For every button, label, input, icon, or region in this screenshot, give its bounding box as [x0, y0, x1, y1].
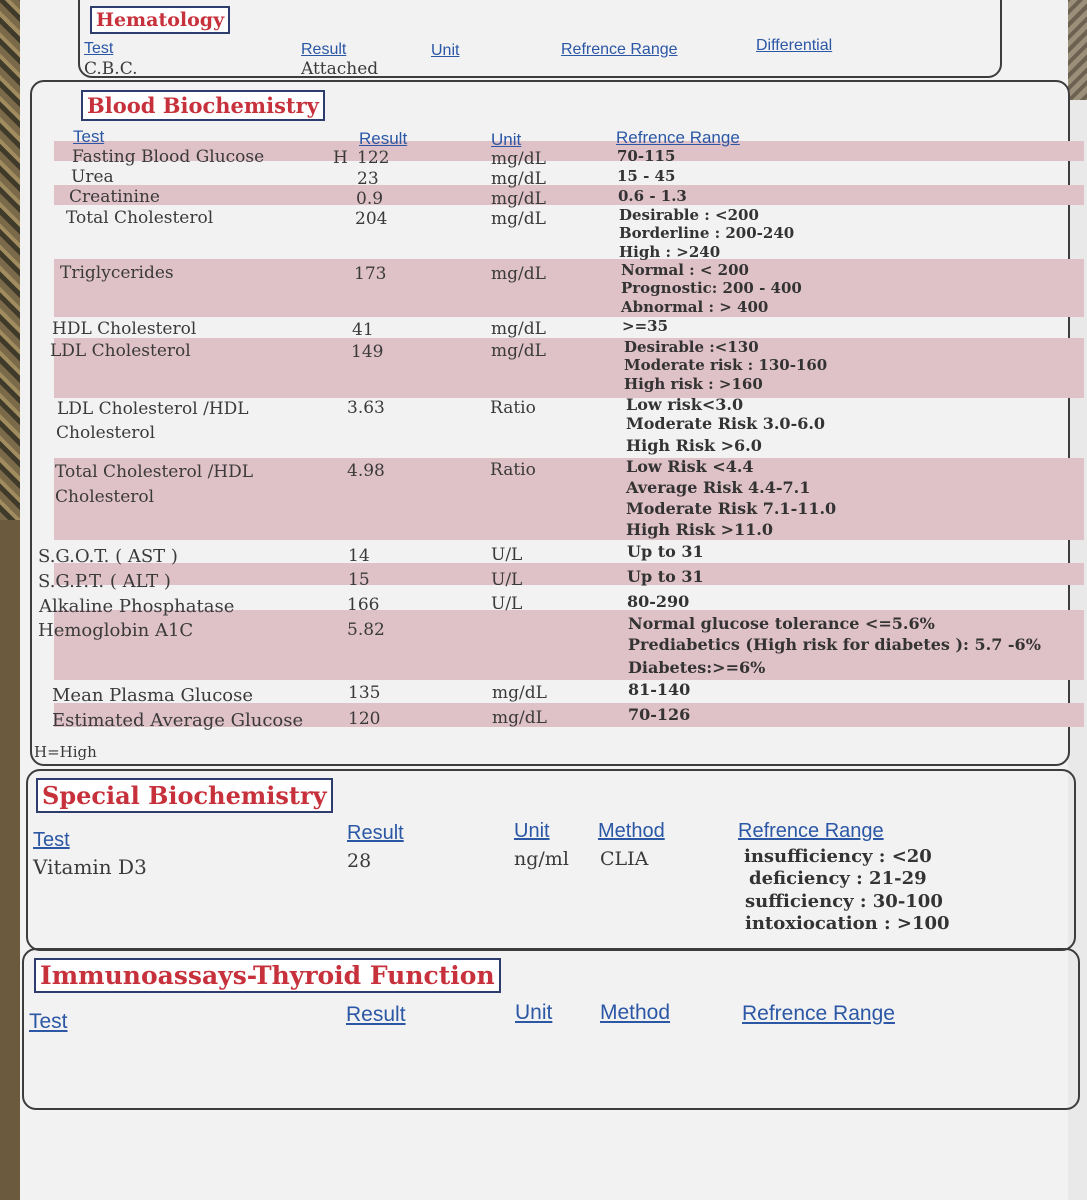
test-name: LDL Cholesterol	[50, 341, 191, 361]
vitamin-d3-unit: ng/ml	[514, 848, 569, 870]
test-unit: mg/dL	[491, 169, 546, 189]
test-result: 173	[354, 264, 387, 284]
reference-range: deficiency : 21-29	[749, 868, 927, 889]
test-unit: mg/dL	[491, 264, 546, 284]
test-name: S.G.O.T. ( AST )	[38, 546, 178, 567]
test-name: HDL Cholesterol	[52, 319, 197, 339]
thyroid-header-result: Result	[346, 1003, 406, 1026]
reference-range: High Risk >6.0	[626, 436, 762, 455]
test-unit: Ratio	[490, 398, 536, 418]
reference-range: Moderate Risk 7.1-11.0	[626, 499, 837, 518]
test-unit: mg/dL	[491, 209, 546, 229]
test-unit: Ratio	[490, 460, 536, 480]
test-result: 135	[348, 683, 381, 703]
reference-range: insufficiency : <20	[744, 846, 932, 867]
test-unit: mg/dL	[491, 319, 546, 339]
vitamin-d3-result: 28	[347, 850, 372, 872]
test-name: Hemoglobin A1C	[38, 620, 194, 641]
test-result: 5.82	[347, 620, 385, 640]
special-header-unit: Unit	[514, 820, 550, 842]
test-result: 23	[357, 169, 379, 189]
test-name: Triglycerides	[60, 263, 174, 283]
reference-range: intoxiocation : >100	[745, 913, 950, 934]
reference-range: High : >240	[619, 243, 721, 261]
reference-range: Average Risk 4.4-7.1	[626, 478, 811, 497]
test-name: LDL Cholesterol /HDL	[57, 399, 249, 419]
test-unit: U/L	[491, 594, 523, 614]
reference-range: >=35	[622, 317, 669, 335]
reference-range: Desirable : <200	[619, 206, 759, 224]
thyroid-header-test: Test	[29, 1010, 68, 1033]
thyroid-header-range: Refrence Range	[742, 1002, 895, 1025]
hematology-header-differential: Differential	[756, 37, 833, 54]
reference-range: Normal : < 200	[621, 261, 749, 279]
biochem-header-test: Test	[73, 127, 105, 146]
high-flag: H	[333, 148, 348, 168]
test-result: 166	[347, 595, 380, 615]
special-header-result: Result	[347, 822, 404, 844]
reference-range: 70-126	[628, 705, 691, 724]
hematology-title: Hematology	[90, 6, 230, 34]
reference-range: Low risk<3.0	[626, 395, 744, 414]
reference-range: Up to 31	[627, 542, 704, 561]
test-result: 122	[357, 148, 390, 168]
hematology-result-cbc: Attached	[301, 59, 379, 79]
test-result: 14	[348, 546, 370, 566]
test-result: 4.98	[347, 461, 385, 481]
special-biochemistry-title: Special Biochemistry	[36, 778, 333, 813]
lab-report-sheet	[20, 0, 1068, 1200]
reference-range: Desirable :<130	[624, 338, 759, 356]
blood-biochemistry-title: Blood Biochemistry	[81, 90, 325, 121]
reference-range: Low Risk <4.4	[626, 457, 754, 476]
reference-range: 0.6 - 1.3	[618, 187, 687, 205]
hematology-header-test: Test	[84, 40, 114, 57]
hematology-test-cbc: C.B.C.	[84, 59, 138, 79]
reference-range: 81-140	[628, 680, 691, 699]
footnote-high: H=High	[34, 743, 97, 761]
test-result: 204	[355, 209, 388, 229]
test-result: 41	[352, 320, 374, 340]
test-name: Estimated Average Glucose	[52, 710, 304, 731]
hematology-header-range: Refrence Range	[561, 41, 678, 58]
reference-range: 80-290	[627, 592, 690, 611]
test-name: Urea	[71, 167, 114, 187]
reference-range: Borderline : 200-240	[619, 224, 795, 242]
vitamin-d3-test: Vitamin D3	[33, 855, 147, 879]
row-band	[54, 259, 1084, 317]
test-result: 120	[348, 709, 381, 729]
reference-range: Moderate risk : 130-160	[624, 356, 828, 374]
test-unit: mg/dL	[492, 708, 547, 728]
hematology-header-unit: Unit	[431, 42, 460, 59]
biochem-header-result: Result	[359, 129, 408, 148]
vitamin-d3-method: CLIA	[600, 848, 649, 870]
reference-range: Abnormal : > 400	[621, 298, 769, 316]
reference-range: High risk : >160	[624, 375, 763, 393]
test-name: Fasting Blood Glucose	[72, 147, 265, 167]
reference-range: Diabetes:>=6%	[628, 658, 766, 677]
reference-range: High Risk >11.0	[626, 520, 773, 539]
test-name: Creatinine	[69, 187, 160, 207]
test-result: 15	[348, 570, 370, 590]
row-band	[54, 338, 1084, 398]
test-unit: U/L	[491, 570, 523, 590]
test-result: 149	[351, 342, 384, 362]
row-band	[54, 185, 1084, 205]
reference-range: Prognostic: 200 - 400	[621, 279, 802, 297]
test-unit: U/L	[491, 545, 523, 565]
biochem-header-unit: Unit	[491, 130, 522, 149]
special-header-test: Test	[33, 829, 70, 851]
hematology-header-result: Result	[301, 41, 347, 58]
reference-range: 70-115	[617, 147, 676, 165]
test-result: 0.9	[356, 189, 384, 209]
row-band	[54, 563, 1084, 585]
test-name: Alkaline Phosphatase	[39, 596, 235, 617]
test-unit: mg/dL	[491, 341, 546, 361]
test-result: 3.63	[347, 398, 385, 418]
test-name-cont: Cholesterol	[55, 487, 155, 507]
test-name: Total Cholesterol	[66, 208, 214, 228]
thyroid-header-unit: Unit	[515, 1001, 553, 1024]
reference-range: Moderate Risk 3.0-6.0	[626, 414, 826, 433]
special-header-range: Refrence Range	[738, 820, 884, 842]
thyroid-title: Immunoassays-Thyroid Function	[34, 958, 501, 993]
reference-range: Prediabetics (High risk for diabetes ): 5.7 -6%	[628, 635, 1041, 654]
reference-range: sufficiency : 30-100	[745, 891, 943, 912]
biochem-header-range: Refrence Range	[616, 128, 740, 147]
test-unit: mg/dL	[491, 189, 546, 209]
thyroid-header-method: Method	[600, 1001, 671, 1024]
reference-range: Normal glucose tolerance <=5.6%	[628, 614, 935, 633]
test-unit: mg/dL	[492, 683, 547, 703]
reference-range: Up to 31	[627, 567, 704, 586]
test-name: Mean Plasma Glucose	[52, 685, 254, 706]
test-unit: mg/dL	[491, 149, 546, 169]
test-name: Total Cholesterol /HDL	[55, 462, 254, 482]
test-name-cont: Cholesterol	[56, 423, 156, 443]
special-header-method: Method	[598, 820, 665, 842]
reference-range: 15 - 45	[617, 167, 676, 185]
test-name: S.G.P.T. ( ALT )	[38, 571, 171, 592]
